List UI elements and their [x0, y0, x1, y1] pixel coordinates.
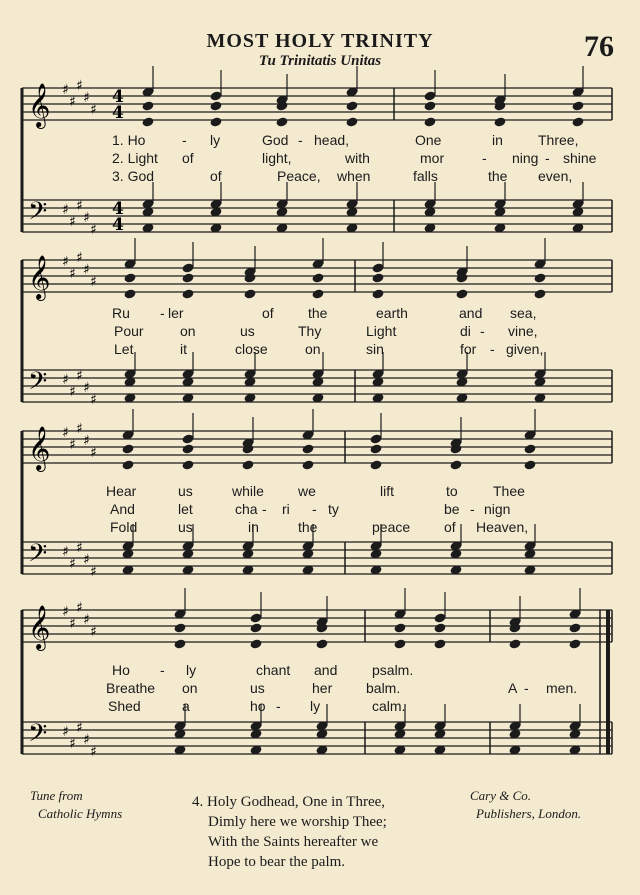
lyric-syllable: - — [480, 323, 485, 339]
treble-clef: 𝄞 — [28, 426, 51, 470]
lyric-syllable: mor — [420, 150, 445, 166]
lyric-syllable: Hear — [106, 483, 137, 499]
lyric-syllable: - — [276, 698, 281, 714]
lyric-syllable: for — [460, 341, 477, 357]
lyric-syllable: And — [110, 501, 135, 517]
note-head — [423, 116, 436, 127]
tune-source-line1: Tune from — [30, 788, 83, 803]
note-head — [141, 100, 154, 111]
note-head — [181, 443, 194, 454]
sharp-symbol: ♯ — [62, 724, 69, 740]
note-head — [301, 443, 314, 454]
lyric-syllable: - — [490, 341, 495, 357]
note-head — [493, 116, 506, 127]
note-head — [423, 100, 436, 111]
lyric-syllable: and — [314, 662, 338, 678]
lyric-syllable: - — [545, 150, 550, 166]
lyric-syllable: Ho — [112, 662, 130, 678]
lyric-syllable: on — [305, 341, 321, 357]
sharp-symbol: ♯ — [76, 421, 83, 437]
lyric-syllable: psalm. — [372, 662, 414, 678]
note-head — [568, 622, 581, 633]
sharp-symbol: ♯ — [83, 433, 90, 449]
bass-clef: 𝄢 — [28, 719, 48, 754]
treble-clef: 𝄞 — [28, 255, 51, 299]
lyric-syllable: ler — [168, 305, 184, 321]
sharp-symbol: ♯ — [76, 78, 83, 94]
sharp-symbol: ♯ — [90, 392, 97, 408]
lyric-syllable: - — [160, 662, 165, 678]
sharp-symbol: ♯ — [69, 616, 76, 632]
lyric-syllable: given, — [506, 341, 544, 357]
lyric-syllable: Fold — [110, 519, 138, 535]
sharp-symbol: ♯ — [76, 600, 83, 616]
bass-clef: 𝄢 — [28, 539, 48, 574]
sharp-symbol: ♯ — [83, 210, 90, 226]
lyric-syllable: - — [470, 501, 475, 517]
lyric-syllable: - — [312, 501, 317, 517]
time-signature: 4 — [112, 199, 124, 219]
lyric-syllable: Three, — [538, 132, 579, 148]
lyric-syllable: of — [262, 305, 274, 321]
sharp-symbol: ♯ — [69, 384, 76, 400]
lyric-syllable: - — [298, 132, 303, 148]
note-head — [571, 100, 584, 111]
lyric-syllable: let — [178, 501, 193, 517]
note-head — [181, 459, 194, 470]
lyric-syllable: and — [459, 305, 483, 321]
publisher-line1: Cary & Co. — [470, 788, 532, 803]
sharp-symbol: ♯ — [76, 250, 83, 266]
note-head — [181, 272, 194, 283]
lyric-syllable: Let — [114, 341, 134, 357]
note-head — [173, 638, 186, 649]
lyric-syllable: sin — [366, 341, 384, 357]
sharp-symbol: ♯ — [62, 254, 69, 270]
verse-4-line: 4. Holy Godhead, One in Three, — [192, 794, 386, 810]
lyric-syllable: shine — [563, 150, 597, 166]
lyric-syllable: Light — [366, 323, 397, 339]
lyric-syllable: - — [524, 680, 529, 696]
note-head — [523, 443, 536, 454]
lyric-syllable: be — [444, 501, 460, 517]
lyric-syllable: ho — [250, 698, 266, 714]
lyric-syllable: - — [262, 501, 267, 517]
verse-4-line: With the Saints hereafter we — [208, 834, 379, 850]
sharp-symbol: ♯ — [90, 222, 97, 238]
lyric-syllable: on — [180, 323, 196, 339]
lyric-syllable: earth — [376, 305, 408, 321]
lyric-syllable: vine, — [508, 323, 538, 339]
note-head — [369, 443, 382, 454]
note-head — [433, 622, 446, 633]
note-head — [369, 459, 382, 470]
sharp-symbol: ♯ — [83, 262, 90, 278]
lyric-syllable: 1. Ho — [112, 132, 146, 148]
lyric-syllable: God — [262, 132, 289, 148]
bass-clef: 𝄢 — [28, 367, 48, 402]
note-head — [121, 459, 134, 470]
lyric-syllable: balm. — [366, 680, 401, 696]
note-head — [571, 116, 584, 127]
lyric-syllable: we — [298, 483, 316, 499]
lyric-syllable: Ru — [112, 305, 130, 321]
lyric-syllable: her — [312, 680, 333, 696]
note-head — [393, 622, 406, 633]
lyric-syllable: while — [232, 483, 264, 499]
sharp-symbol: ♯ — [62, 82, 69, 98]
note-head — [243, 288, 256, 299]
lyric-syllable: lift — [380, 483, 394, 499]
note-head — [315, 638, 328, 649]
sharp-symbol: ♯ — [90, 445, 97, 461]
sharp-symbol: ♯ — [90, 744, 97, 760]
note-head — [249, 622, 262, 633]
lyric-syllable: the — [488, 168, 508, 184]
sharp-symbol: ♯ — [69, 266, 76, 282]
note-head — [249, 638, 262, 649]
time-signature: 4 — [112, 215, 124, 235]
lyric-syllable: the — [308, 305, 328, 321]
sharp-symbol: ♯ — [83, 380, 90, 396]
lyric-syllable: One — [415, 132, 442, 148]
lyric-syllable: of — [182, 150, 194, 166]
note-head — [181, 288, 194, 299]
lyric-syllable: close — [235, 341, 268, 357]
sharp-symbol: ♯ — [83, 90, 90, 106]
note-head — [209, 100, 222, 111]
lyric-syllable: nign — [484, 501, 511, 517]
sharp-symbol: ♯ — [62, 425, 69, 441]
lyric-syllable: - — [160, 305, 165, 321]
note-head — [141, 116, 154, 127]
note-head — [301, 459, 314, 470]
lyric-syllable: calm. — [372, 698, 406, 714]
sharp-symbol: ♯ — [76, 720, 83, 736]
note-head — [508, 638, 521, 649]
lyric-syllable: of — [444, 519, 456, 535]
sharp-symbol: ♯ — [90, 274, 97, 290]
note-head — [311, 288, 324, 299]
lyric-syllable: us — [178, 519, 193, 535]
lyric-syllable: the — [298, 519, 318, 535]
note-head — [449, 459, 462, 470]
lyric-syllable: Shed — [108, 698, 141, 714]
sharp-symbol: ♯ — [90, 564, 97, 580]
note-head — [345, 100, 358, 111]
lyric-syllable: falls — [413, 168, 438, 184]
note-head — [173, 622, 186, 633]
note-head — [123, 288, 136, 299]
lyric-syllable: head, — [314, 132, 350, 148]
lyric-syllable: 2. Light — [112, 150, 158, 166]
note-head — [533, 288, 546, 299]
lyric-syllable: ly — [310, 698, 321, 714]
note-head — [209, 116, 222, 127]
lyric-syllable: di — [460, 323, 471, 339]
page-number: 76 — [584, 30, 614, 63]
sharp-symbol: ♯ — [76, 540, 83, 556]
sharp-symbol: ♯ — [62, 604, 69, 620]
lyric-syllable: Peace, — [277, 168, 321, 184]
time-signature: 4 — [112, 87, 124, 107]
lyric-syllable: with — [345, 150, 370, 166]
lyric-syllable: Thee — [493, 483, 525, 499]
lyric-syllable: us — [178, 483, 193, 499]
verse-4-line: Hope to bear the palm. — [208, 854, 346, 870]
sharp-symbol: ♯ — [90, 102, 97, 118]
verse-4 — [192, 792, 387, 872]
note-head — [371, 272, 384, 283]
note-head — [455, 288, 468, 299]
lyric-syllable: light, — [262, 150, 292, 166]
lyric-syllable: 3. God — [112, 168, 155, 184]
lyric-syllable: ly — [186, 662, 197, 678]
sharp-symbol: ♯ — [69, 736, 76, 752]
bass-clef: 𝄢 — [28, 197, 48, 232]
publisher-line2: Publishers, London. — [476, 806, 582, 821]
lyric-syllable: peace — [372, 519, 411, 535]
lyric-syllable: to — [446, 483, 458, 499]
hymn-subtitle: Tu Trinitatis Unitas — [258, 53, 382, 69]
note-head — [345, 116, 358, 127]
note-head — [275, 116, 288, 127]
note-head — [121, 443, 134, 454]
lyric-syllable: A — [508, 680, 518, 696]
hymn-title: MOST HOLY TRINITY — [206, 30, 434, 52]
lyric-syllable: ty — [328, 501, 339, 517]
lyric-syllable: cha — [235, 501, 258, 517]
lyric-syllable: - — [482, 150, 487, 166]
lyric-syllable: chant — [256, 662, 291, 678]
note-head — [533, 272, 546, 283]
lyric-syllable: Heaven, — [476, 519, 529, 535]
lyric-syllable: us — [250, 680, 265, 696]
note-head — [568, 638, 581, 649]
sharp-symbol: ♯ — [69, 214, 76, 230]
lyric-syllable: men. — [546, 680, 578, 696]
treble-clef: 𝄞 — [28, 605, 51, 649]
lyric-syllable: ly — [210, 132, 221, 148]
sharp-symbol: ♯ — [62, 544, 69, 560]
lyric-syllable: a — [182, 698, 190, 714]
note-head — [371, 288, 384, 299]
note-head — [241, 459, 254, 470]
sharp-symbol: ♯ — [90, 624, 97, 640]
lyric-syllable: Thy — [298, 323, 322, 339]
note-head — [523, 459, 536, 470]
sharp-symbol: ♯ — [69, 556, 76, 572]
lyric-syllable: Pour — [114, 323, 144, 339]
lyric-syllable: when — [337, 168, 371, 184]
note-head — [393, 638, 406, 649]
note-head — [123, 272, 136, 283]
lyric-syllable: us — [240, 323, 255, 339]
lyric-syllable: in — [492, 132, 503, 148]
sharp-symbol: ♯ — [76, 198, 83, 214]
sharp-symbol: ♯ — [69, 437, 76, 453]
lyric-syllable: Breathe — [106, 680, 156, 696]
sharp-symbol: ♯ — [62, 372, 69, 388]
lyric-syllable: on — [182, 680, 198, 696]
sharp-symbol: ♯ — [83, 552, 90, 568]
sharp-symbol: ♯ — [62, 202, 69, 218]
lyric-syllable: - — [182, 132, 187, 148]
sharp-symbol: ♯ — [69, 94, 76, 110]
lyric-syllable: ning — [512, 150, 539, 166]
verse-4-line: Dimly here we worship Thee; — [208, 814, 387, 830]
note-head — [311, 272, 324, 283]
sharp-symbol: ♯ — [76, 368, 83, 384]
lyric-syllable: it — [180, 341, 187, 357]
lyric-syllable: ri — [282, 501, 290, 517]
lyric-syllable: in — [248, 519, 259, 535]
treble-clef: 𝄞 — [28, 83, 51, 127]
tune-source-line2: Catholic Hymns — [38, 806, 123, 821]
note-head — [433, 638, 446, 649]
sharp-symbol: ♯ — [83, 732, 90, 748]
lyric-syllable: sea, — [510, 305, 537, 321]
lyric-syllable: of — [210, 168, 222, 184]
time-signature: 4 — [112, 103, 124, 123]
lyric-syllable: even, — [538, 168, 573, 184]
sharp-symbol: ♯ — [83, 612, 90, 628]
